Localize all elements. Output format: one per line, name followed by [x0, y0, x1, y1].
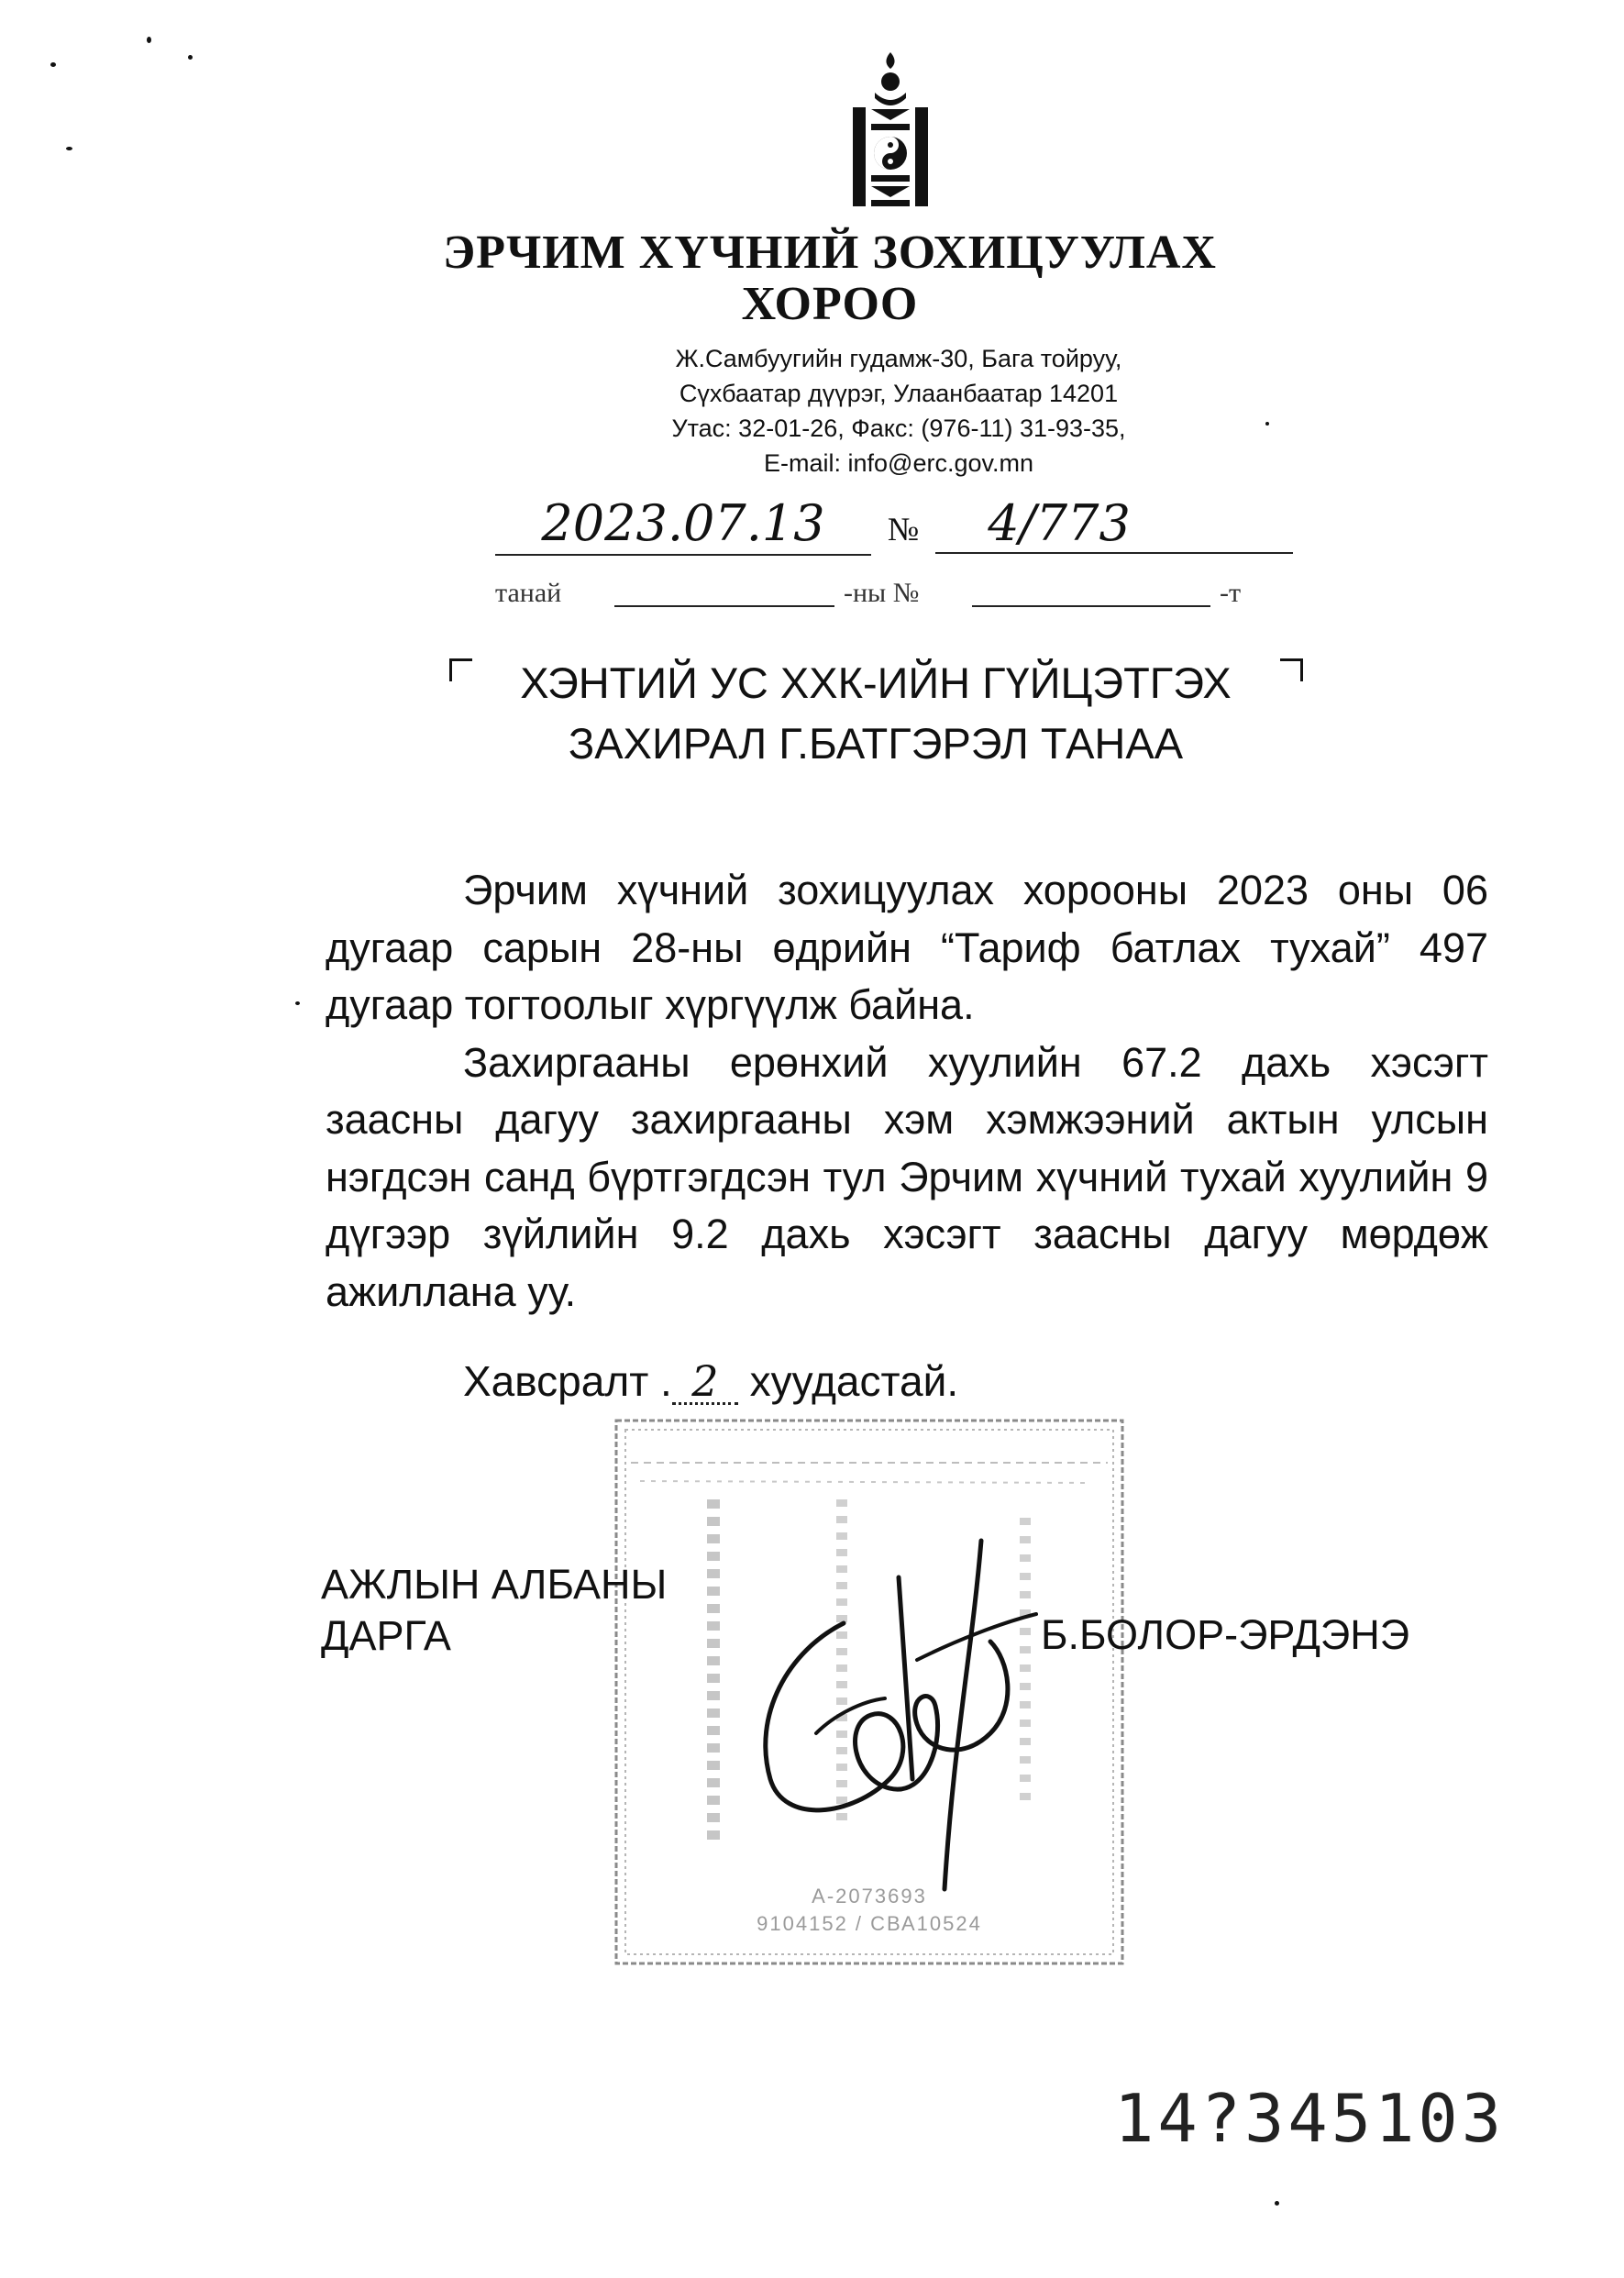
organization-address — [550, 341, 1247, 481]
your-ref-mid: -ны № — [844, 578, 920, 608]
attachment-prefix: Хавсралт . — [463, 1357, 672, 1405]
handwritten-signature — [715, 1504, 1100, 1908]
signatory-name: Б.БОЛОР-ЭРДЭНЭ — [1041, 1611, 1410, 1658]
body-paragraph-2: Захиргааны ерөнхий хуулийн 67.2 дахь хэсэгт заасны дагуу захиргааны хэм хэмжээний актын улсын нэгдсэн санд бүртгэгдсэн тул Эрчим хүчний тухай хуулийн 9 дүгээр зүйлийн 9.2 дахь хэсэгт заасны дагуу мөрдөж ажиллана уу. — [326, 1038, 1488, 1315]
letter-date: 2023.07.13 — [495, 495, 871, 556]
signatory-title — [321, 1559, 667, 1662]
your-ref-label: танай — [495, 578, 562, 608]
signatory-title-line2: ДАРГА — [321, 1612, 451, 1659]
address-line1: Ж.Самбуугийн гудамж-30, Бага тойруу, — [675, 345, 1122, 372]
scan-speck — [188, 55, 193, 60]
reference-line — [486, 495, 1275, 578]
scan-speck — [295, 1001, 300, 1005]
body-paragraph-1: Эрчим хүчний зохицуулах хорооны 2023 оны 06 дугаар сарын 28-ны өдрийн “Тариф батлах тухай” 497 дугаар тогтоолыг хүргүүлж байна. — [326, 867, 1488, 1028]
your-ref-blank-number — [972, 605, 1210, 607]
stamp-line1: А-2073693 — [812, 1885, 927, 1908]
scan-speck — [66, 147, 72, 150]
your-reference-line — [495, 570, 1275, 616]
addressee — [458, 653, 1293, 774]
scan-speck — [1265, 422, 1269, 426]
soyombo-emblem-icon — [840, 50, 941, 211]
attachment-count: 2 — [672, 1360, 738, 1405]
addressee-line2: ЗАХИРАЛ Г.БАТГЭРЭЛ ТАНАА — [568, 719, 1184, 768]
signatory-title-line1: АЖЛЫН АЛБАНЫ — [321, 1561, 668, 1608]
addressee-line1: ХЭНТИЙ УС ХХК-ИЙН ГҮЙЦЭТГЭХ — [520, 658, 1232, 707]
stamp-line2: 9104152 / СВА10524 — [757, 1912, 982, 1935]
scan-speck — [1275, 2201, 1279, 2206]
document-serial-number: 14?345103 — [1114, 2080, 1506, 2157]
scan-speck — [50, 62, 56, 67]
attachment-note — [463, 1353, 958, 1410]
your-ref-end: -т — [1220, 578, 1242, 608]
org-name-line2: ХОРОО — [741, 278, 919, 330]
address-line2: Сүхбаатар дүүрэг, Улаанбаатар 14201 — [679, 380, 1119, 407]
scan-speck — [147, 37, 151, 43]
org-name-line1: ЭРЧИМ ХҮЧНИЙ ЗОХИЦУУЛАХ — [443, 227, 1217, 279]
address-email: E-mail: info@erc.gov.mn — [764, 449, 1033, 477]
organization-name — [330, 227, 1330, 330]
number-label: № — [887, 511, 920, 547]
address-line3: Утас: 32-01-26, Факс: (976-11) 31-93-35, — [671, 415, 1126, 442]
your-ref-blank-date — [614, 605, 834, 607]
letter-body — [326, 862, 1488, 1321]
attachment-suffix: хуудастай. — [737, 1357, 959, 1405]
letter-number: 4/773 — [935, 495, 1293, 554]
